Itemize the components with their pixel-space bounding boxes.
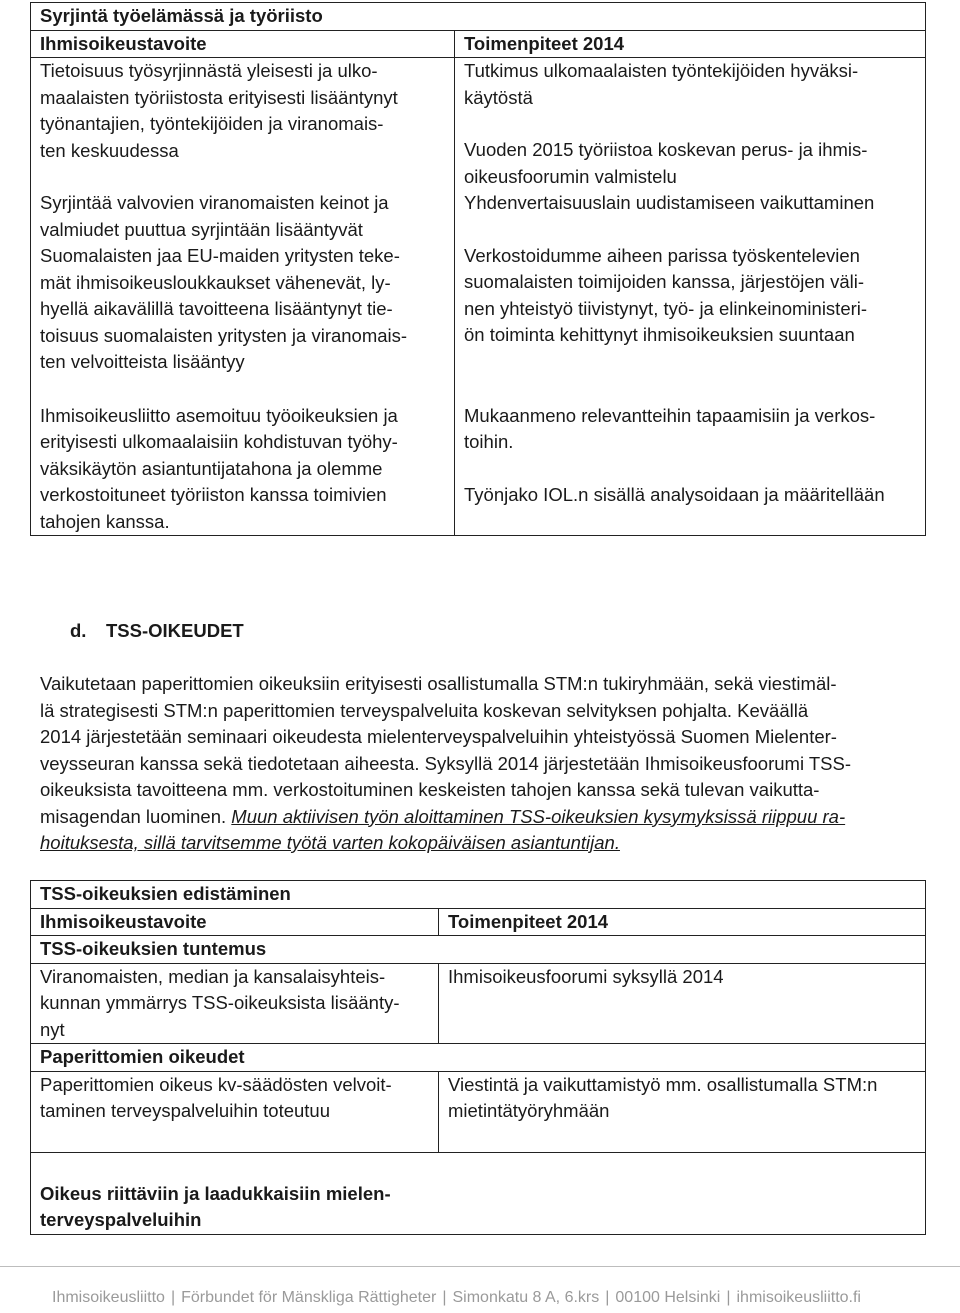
footer-org: Ihmisoikeusliitto xyxy=(52,1289,165,1306)
work-discrimination-table xyxy=(30,2,926,536)
actions-cell xyxy=(455,58,926,536)
action-equality-law: Yhdenvertaisuuslain uudistamiseen vaikuttaminen xyxy=(464,192,875,213)
column-header-goal: Ihmisoikeustavoite xyxy=(31,30,455,58)
action-networking: Verkostoidumme aiheen parissa työskentelevien suomalaisten toimijoiden kanssa, järjestöjen väli- nen yhteistyö tiivistynyt, työ- ja elinkeinoministeri- ön toiminta kehittynyt ihmisoikeuksien suuntaan xyxy=(464,244,868,345)
goal-positioning: Ihmisoikeusliitto asemoituu työoikeuksien ja erityisesti ulkomaalaisiin kohdistuvan työhy- väksikäytön asiantuntijatahona ja olemme verkostoituneet työriiston kanssa toimivien tahojen kanssa. xyxy=(40,404,398,532)
section-heading xyxy=(70,618,244,645)
tss-rights-table xyxy=(30,880,926,1235)
goal-awareness: Tietoisuus työsyrjinnästä yleisesti ja ulko- maalaisten työriistosta erityisesti lisääntynyt työnantajien, työntekijöiden ja viranomais- ten keskuudessa xyxy=(40,60,398,161)
section-title: TSS-OIKEUDET xyxy=(106,620,244,641)
page-footer xyxy=(0,1266,960,1313)
subsection-title: Paperittomien oikeudet xyxy=(31,1044,926,1072)
column-header-goal: Ihmisoikeustavoite xyxy=(31,908,439,936)
action-meetings: Mukaanmeno relevantteihin tapaamisiin ja verkos- toihin. xyxy=(464,404,876,452)
funding-emphasis: Muun aktiivisen työn aloittaminen TSS-oikeuksien kysymyksissä riippuu ra- xyxy=(231,805,846,827)
footer-address: Simonkatu 8 A, 6.krs xyxy=(452,1289,600,1306)
subsection-title-mental-health: Oikeus riittäviin ja laadukkaisiin mielen- terveyspalveluihin xyxy=(31,1152,926,1234)
table-title: Syrjintä työelämässä ja työriisto xyxy=(31,3,926,31)
goals-cell xyxy=(31,58,455,536)
action-cell: Viestintä ja vaikuttamistyö mm. osallistumalla STM:n mietintätyöryhmään xyxy=(439,1071,926,1152)
footer-text: Ihmisoikeusliitto | Förbundet för Mänskliga Rättigheter | Simonkatu 8 A, 6.krs | 00100 Helsinki | ihmisoikeusliitto.fi xyxy=(52,1289,861,1306)
column-header-actions: Toimenpiteet 2014 xyxy=(455,30,926,58)
footer-web: ihmisoikeusliitto.fi xyxy=(736,1289,861,1306)
section-letter: d. xyxy=(70,620,87,641)
goal-authorities: Syrjintää valvovien viranomaisten keinot ja valmiudet puuttua syrjintään lisääntyvät xyxy=(40,192,389,240)
action-division-of-work: Työnjako IOL.n sisällä analysoidaan ja määritellään xyxy=(464,483,885,505)
goal-companies: Suomalaisten jaa EU-maiden yritysten teke- mät ihmisoikeusloukkaukset vähenevät, ly- hyellä aikavälillä tavoitteena lisääntynyt tie- toisuus suomalaisten yritysten ja viranomais- ten velvoitteista lisääntyy xyxy=(40,245,408,372)
section-paragraph: Vaikutetaan paperittomien oikeuksiin erityisesti osallistumalla STM:n tukiryhmään, sekä viestimäl- lä strategisesti STM:n paperittomien terveyspalveluita koskevan selvityksen pohjalta. Keväällä 2014 järjestetään seminaari oikeudesta mielenterveyspalveluihin yhteistyössä Suomen Mielenter- veysseuran kanssa sekä tiedotetaan aiheesta. Syksyllä 2014 järjestetään Ihmisoikeusfoorumi TSS- oikeuksista tavoitteena mm. verkostoituminen keskeisten tahojen kanssa sekä tulevan vaikutta- misagendan luominen. Muun aktiivisen työn aloittaminen TSS-oikeuksien kysymyksissä riippuu ra- hoituksesta, sillä tarvitsemme työtä varten kokopäiväisen asiantuntijan. xyxy=(40,673,852,853)
action-cell: Ihmisoikeusfoorumi syksyllä 2014 xyxy=(439,963,926,1044)
footer-city: 00100 Helsinki xyxy=(615,1289,721,1306)
action-research: Tutkimus ulkomaalaisten työntekijöiden hyväksi- käytöstä xyxy=(464,60,859,108)
table-title: TSS-oikeuksien edistäminen xyxy=(31,881,926,909)
subsection-title: TSS-oikeuksien tuntemus xyxy=(31,936,926,964)
action-forum-prep: Vuoden 2015 työriistoa koskevan perus- ja ihmis- oikeusfoorumin valmistelu xyxy=(464,139,868,187)
goal-cell: Viranomaisten, median ja kansalaisyhteis- kunnan ymmärrys TSS-oikeuksista lisäänty- nyt xyxy=(31,963,439,1044)
footer-org-sv: Förbundet för Mänskliga Rättigheter xyxy=(181,1289,437,1306)
column-header-actions: Toimenpiteet 2014 xyxy=(439,908,926,936)
goal-cell: Paperittomien oikeus kv-säädösten velvoit- taminen terveyspalveluihin toteutuu xyxy=(31,1071,439,1152)
funding-emphasis-cont: hoituksesta, sillä tarvitsemme työtä varten kokopäiväisen asiantuntijan. xyxy=(40,832,620,853)
